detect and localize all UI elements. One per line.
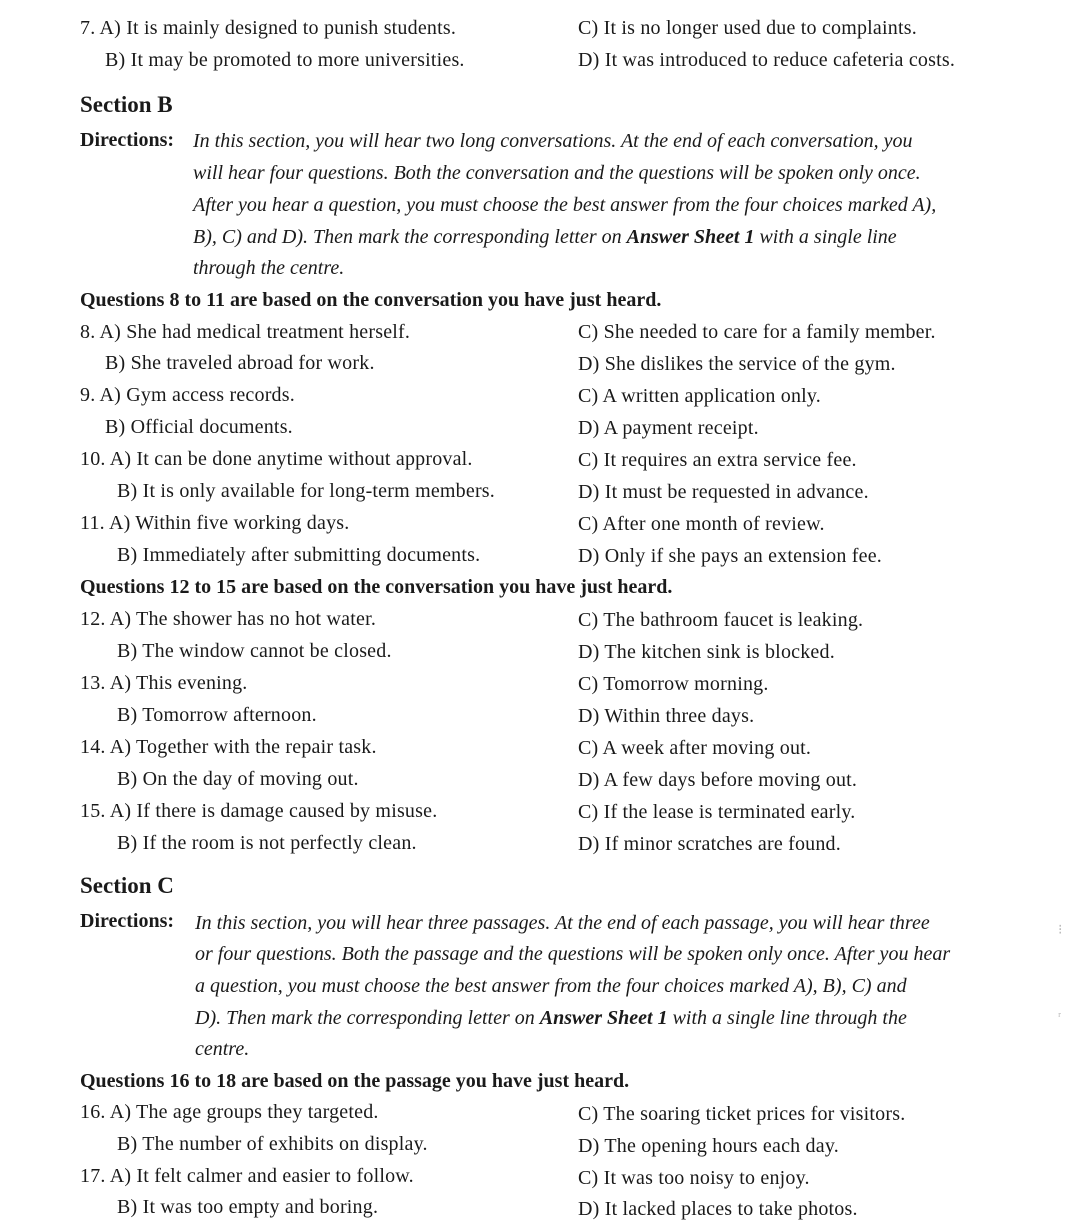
q12-option-c: C) The bathroom faucet is leaking. [578, 609, 864, 631]
q9-option-b: B) Official documents. [105, 416, 293, 438]
section-b-directions-label: Directions: [80, 129, 175, 151]
section-b-group2-heading: Questions 12 to 15 are based on the conversation you have just heard. [80, 576, 673, 598]
q14-option-a: 14. A) Together with the repair task. [80, 736, 377, 758]
q17-option-b: B) It was too empty and boring. [117, 1196, 379, 1218]
q13-option-d: D) Within three days. [578, 705, 755, 727]
q10-option-b: B) It is only available for long-term members. [117, 480, 495, 502]
section-b-group1-heading: Questions 8 to 11 are based on the conversation you have just heard. [80, 289, 662, 311]
q10-option-d: D) It must be requested in advance. [578, 481, 869, 503]
q17-option-a: 17. A) It felt calmer and easier to follow. [80, 1165, 414, 1187]
q7-option-b: B) It may be promoted to more universities. [105, 49, 465, 71]
q15-option-b: B) If the room is not perfectly clean. [117, 832, 417, 854]
q13-option-b: B) Tomorrow afternoon. [117, 704, 317, 726]
section-b-directions-line: through the centre. [193, 257, 345, 279]
q12-option-b: B) The window cannot be closed. [117, 640, 392, 662]
section-c-group1-heading: Questions 16 to 18 are based on the passage you have just heard. [80, 1070, 630, 1092]
section-b-directions-line: B), C) and D). Then mark the corresponding letter on Answer Sheet 1 with a single line [193, 226, 897, 248]
q15-option-c: C) If the lease is terminated early. [578, 801, 856, 823]
section-c-directions-line: centre. [195, 1038, 250, 1060]
q16-option-a: 16. A) The age groups they targeted. [80, 1101, 379, 1123]
q10-option-c: C) It requires an extra service fee. [578, 449, 857, 471]
q8-option-a: 8. A) She had medical treatment herself. [80, 321, 411, 343]
answer-sheet-ref: Answer Sheet 1 [539, 1007, 668, 1029]
q14-option-c: C) A week after moving out. [578, 737, 812, 759]
q12-option-d: D) The kitchen sink is blocked. [578, 641, 835, 663]
section-c-directions-line: or four questions. Both the passage and the questions will be spoken only once. After you hear [195, 943, 951, 965]
q16-option-b: B) The number of exhibits on display. [117, 1133, 428, 1155]
q8-option-c: C) She needed to care for a family member. [578, 321, 936, 343]
section-c-directions-line: In this section, you will hear three passages. At the end of each passage, you will hear three [195, 912, 930, 934]
q7-option-c: C) It is no longer used due to complaints. [578, 17, 917, 39]
q11-option-a: 11. A) Within five working days. [80, 512, 350, 534]
section-b-title: Section B [80, 92, 173, 117]
section-b-directions-line: will hear four questions. Both the conversation and the questions will be spoken only once. [193, 162, 921, 184]
answer-sheet-ref: Answer Sheet 1 [626, 226, 755, 248]
section-c-directions-line: a question, you must choose the best answer from the four choices marked A), B), C) and [195, 975, 907, 997]
q9-option-a: 9. A) Gym access records. [80, 384, 295, 406]
q13-option-a: 13. A) This evening. [80, 672, 248, 694]
q7-option-d: D) It was introduced to reduce cafeteria costs. [578, 49, 956, 71]
q9-option-c: C) A written application only. [578, 385, 822, 407]
q16-option-c: C) The soaring ticket prices for visitors. [578, 1103, 906, 1125]
q10-option-a: 10. A) It can be done anytime without approval. [80, 448, 473, 470]
q12-option-a: 12. A) The shower has no hot water. [80, 608, 377, 630]
scan-mark: ʳ [1058, 1010, 1062, 1025]
q16-option-d: D) The opening hours each day. [578, 1135, 839, 1157]
q8-option-b: B) She traveled abroad for work. [105, 352, 375, 374]
section-c-directions-line: D). Then mark the corresponding letter on Answer Sheet 1 with a single line through the [195, 1007, 907, 1029]
section-b-directions-line: In this section, you will hear two long conversations. At the end of each conversation, you [193, 130, 913, 152]
q11-option-d: D) Only if she pays an extension fee. [578, 545, 882, 567]
section-c-title: Section C [80, 873, 174, 898]
q13-option-c: C) Tomorrow morning. [578, 673, 769, 695]
q17-option-d: D) It lacked places to take photos. [578, 1198, 858, 1220]
q11-option-c: C) After one month of review. [578, 513, 825, 535]
section-b-directions-line: After you hear a question, you must choose the best answer from the four choices marked A), [193, 194, 937, 216]
q9-option-d: D) A payment receipt. [578, 417, 759, 439]
q14-option-d: D) A few days before moving out. [578, 769, 858, 791]
section-c-directions-label: Directions: [80, 910, 175, 932]
q17-option-c: C) It was too noisy to enjoy. [578, 1167, 810, 1189]
q8-option-d: D) She dislikes the service of the gym. [578, 353, 896, 375]
q7-option-a: 7. A) It is mainly designed to punish students. [80, 17, 457, 39]
q15-option-a: 15. A) If there is damage caused by misuse. [80, 800, 438, 822]
q14-option-b: B) On the day of moving out. [117, 768, 359, 790]
scan-mark: ⁝ [1058, 923, 1063, 938]
q11-option-b: B) Immediately after submitting documents. [117, 544, 481, 566]
q15-option-d: D) If minor scratches are found. [578, 833, 841, 855]
